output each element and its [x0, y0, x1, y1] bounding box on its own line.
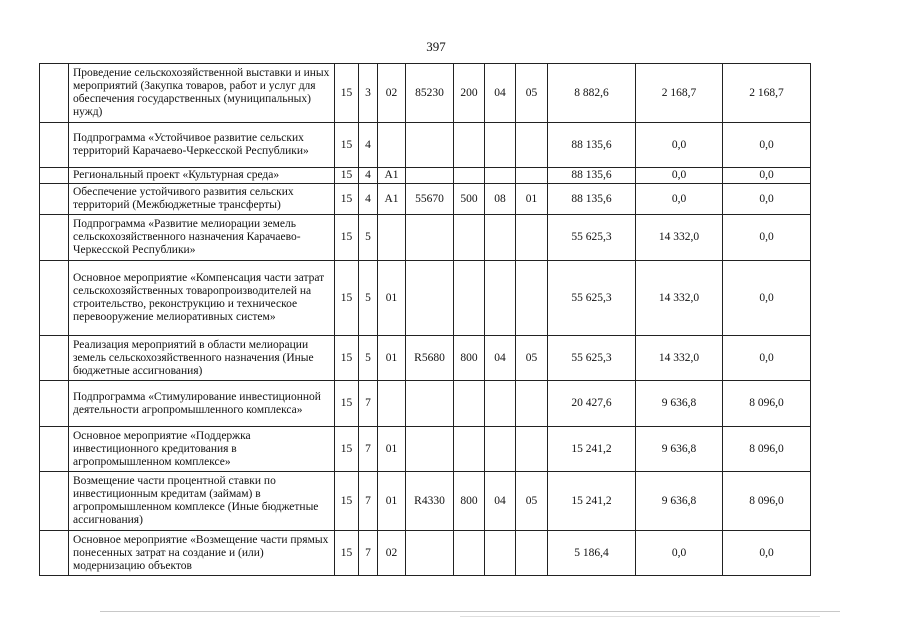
row-name: Основное мероприятие «Поддержка инвестиционного кредитования в агропромышленном комплексе»	[69, 427, 335, 472]
code-cell	[406, 261, 454, 336]
page-number: 397	[426, 39, 446, 54]
code-cell: 55670	[406, 184, 454, 215]
amount-cell: 88 135,6	[548, 168, 636, 184]
code-cell: 05	[516, 336, 548, 381]
table-row	[40, 531, 811, 576]
code-cell: 01	[378, 427, 406, 472]
amount-cell: 55 625,3	[548, 215, 636, 261]
amount-cell: 2 168,7	[636, 64, 723, 123]
code-cell	[516, 123, 548, 168]
code-cell	[516, 261, 548, 336]
amount-cell: 0,0	[636, 168, 723, 184]
amount-cell: 20 427,6	[548, 381, 636, 427]
amount-cell: 8 096,0	[723, 427, 811, 472]
code-cell	[378, 381, 406, 427]
code-cell: 15	[335, 168, 359, 184]
amount-cell: 15 241,2	[548, 472, 636, 531]
amount-cell: 2 168,7	[723, 64, 811, 123]
code-cell: А1	[378, 184, 406, 215]
code-cell	[406, 168, 454, 184]
code-cell	[454, 168, 485, 184]
row-index-cell	[40, 168, 69, 184]
code-cell	[516, 381, 548, 427]
row-index-cell	[40, 64, 69, 123]
code-cell: 5	[359, 215, 378, 261]
amount-cell: 55 625,3	[548, 261, 636, 336]
code-cell	[454, 261, 485, 336]
code-cell	[516, 531, 548, 576]
code-cell: 15	[335, 531, 359, 576]
code-cell: 04	[485, 336, 516, 381]
code-cell: 04	[485, 64, 516, 123]
code-cell: 200	[454, 64, 485, 123]
code-cell: 15	[335, 336, 359, 381]
code-cell	[378, 215, 406, 261]
code-cell: 800	[454, 336, 485, 381]
code-cell: 7	[359, 427, 378, 472]
amount-cell: 14 332,0	[636, 261, 723, 336]
code-cell	[406, 123, 454, 168]
code-cell	[485, 381, 516, 427]
code-cell: 04	[485, 472, 516, 531]
code-cell: 15	[335, 381, 359, 427]
code-cell: 800	[454, 472, 485, 531]
code-cell: 01	[378, 261, 406, 336]
table-row	[40, 472, 811, 531]
code-cell	[454, 215, 485, 261]
code-cell: 85230	[406, 64, 454, 123]
amount-cell: 55 625,3	[548, 336, 636, 381]
amount-cell: 0,0	[723, 531, 811, 576]
table-row	[40, 215, 811, 261]
code-cell: 500	[454, 184, 485, 215]
code-cell: 15	[335, 184, 359, 215]
table-row	[40, 381, 811, 427]
amount-cell: 9 636,8	[636, 381, 723, 427]
row-index-cell	[40, 531, 69, 576]
amount-cell: 8 096,0	[723, 472, 811, 531]
code-cell: А1	[378, 168, 406, 184]
scan-edge-line	[460, 616, 820, 617]
amount-cell: 0,0	[723, 215, 811, 261]
amount-cell: 9 636,8	[636, 472, 723, 531]
table-row	[40, 427, 811, 472]
code-cell	[485, 427, 516, 472]
code-cell	[378, 123, 406, 168]
table-row	[40, 123, 811, 168]
code-cell: 15	[335, 472, 359, 531]
code-cell	[406, 531, 454, 576]
row-index-cell	[40, 336, 69, 381]
row-index-cell	[40, 123, 69, 168]
amount-cell: 0,0	[723, 123, 811, 168]
code-cell: 3	[359, 64, 378, 123]
code-cell	[516, 168, 548, 184]
table-row	[40, 336, 811, 381]
amount-cell: 0,0	[636, 531, 723, 576]
code-cell	[406, 381, 454, 427]
code-cell: 4	[359, 184, 378, 215]
amount-cell: 0,0	[723, 261, 811, 336]
budget-table	[39, 63, 811, 576]
code-cell: 01	[378, 336, 406, 381]
code-cell: R4330	[406, 472, 454, 531]
amount-cell: 0,0	[636, 184, 723, 215]
amount-cell: 88 135,6	[548, 123, 636, 168]
row-name: Возмещение части процентной ставки по инвестиционным кредитам (займам) в агропромышленном комплексе (Иные бюджетные ассигнования)	[69, 472, 335, 531]
code-cell: 7	[359, 531, 378, 576]
code-cell: 02	[378, 64, 406, 123]
code-cell: 02	[378, 531, 406, 576]
code-cell: 15	[335, 261, 359, 336]
row-index-cell	[40, 381, 69, 427]
row-name: Подпрограмма «Стимулирование инвестиционной деятельности агропромышленного комплекса»	[69, 381, 335, 427]
code-cell	[485, 531, 516, 576]
code-cell: R5680	[406, 336, 454, 381]
code-cell	[406, 215, 454, 261]
amount-cell: 0,0	[636, 123, 723, 168]
amount-cell: 0,0	[723, 184, 811, 215]
amount-cell: 0,0	[723, 336, 811, 381]
amount-cell: 9 636,8	[636, 427, 723, 472]
row-index-cell	[40, 215, 69, 261]
table-row	[40, 261, 811, 336]
scan-edge-line	[100, 611, 840, 612]
code-cell: 05	[516, 472, 548, 531]
code-cell: 4	[359, 168, 378, 184]
row-index-cell	[40, 261, 69, 336]
code-cell	[516, 427, 548, 472]
row-name: Основное мероприятие «Компенсация части затрат сельскохозяйственных товаропроизводителей на строительство, реконструкцию и техническое перевооружение мелиоративных систем»	[69, 261, 335, 336]
row-name: Основное мероприятие «Возмещение части прямых понесенных затрат на создание и (или) модернизацию объектов	[69, 531, 335, 576]
code-cell	[406, 427, 454, 472]
code-cell: 15	[335, 64, 359, 123]
code-cell: 7	[359, 472, 378, 531]
code-cell	[454, 427, 485, 472]
code-cell: 4	[359, 123, 378, 168]
code-cell	[516, 215, 548, 261]
row-name: Подпрограмма «Развитие мелиорации земель сельскохозяйственного назначения Карачаево-Черкесской Республики»	[69, 215, 335, 261]
code-cell	[485, 123, 516, 168]
code-cell	[454, 123, 485, 168]
code-cell	[485, 215, 516, 261]
table-row	[40, 168, 811, 184]
amount-cell: 88 135,6	[548, 184, 636, 215]
row-name: Подпрограмма «Устойчивое развитие сельских территорий Карачаево-Черкесской Республики»	[69, 123, 335, 168]
code-cell	[485, 168, 516, 184]
code-cell: 08	[485, 184, 516, 215]
row-index-cell	[40, 427, 69, 472]
amount-cell: 5 186,4	[548, 531, 636, 576]
table-row	[40, 64, 811, 123]
row-index-cell	[40, 472, 69, 531]
table-row	[40, 184, 811, 215]
code-cell: 01	[378, 472, 406, 531]
amount-cell: 14 332,0	[636, 336, 723, 381]
row-name: Проведение сельскохозяйственной выставки и иных мероприятий (Закупка товаров, работ и услуг для обеспечения государственных (муниципальных) нужд)	[69, 64, 335, 123]
code-cell: 01	[516, 184, 548, 215]
code-cell: 05	[516, 64, 548, 123]
row-index-cell	[40, 184, 69, 215]
code-cell	[454, 531, 485, 576]
code-cell: 5	[359, 261, 378, 336]
amount-cell: 15 241,2	[548, 427, 636, 472]
amount-cell: 0,0	[723, 168, 811, 184]
code-cell: 15	[335, 123, 359, 168]
row-name: Реализация мероприятий в области мелиорации земель сельскохозяйственного назначения (Иные бюджетные ассигнования)	[69, 336, 335, 381]
code-cell: 15	[335, 427, 359, 472]
code-cell	[485, 261, 516, 336]
row-name: Региональный проект «Культурная среда»	[69, 168, 335, 184]
row-name: Обеспечение устойчивого развития сельских территорий (Межбюджетные трансферты)	[69, 184, 335, 215]
amount-cell: 8 096,0	[723, 381, 811, 427]
code-cell: 15	[335, 215, 359, 261]
amount-cell: 14 332,0	[636, 215, 723, 261]
code-cell	[454, 381, 485, 427]
amount-cell: 8 882,6	[548, 64, 636, 123]
code-cell: 7	[359, 381, 378, 427]
code-cell: 5	[359, 336, 378, 381]
